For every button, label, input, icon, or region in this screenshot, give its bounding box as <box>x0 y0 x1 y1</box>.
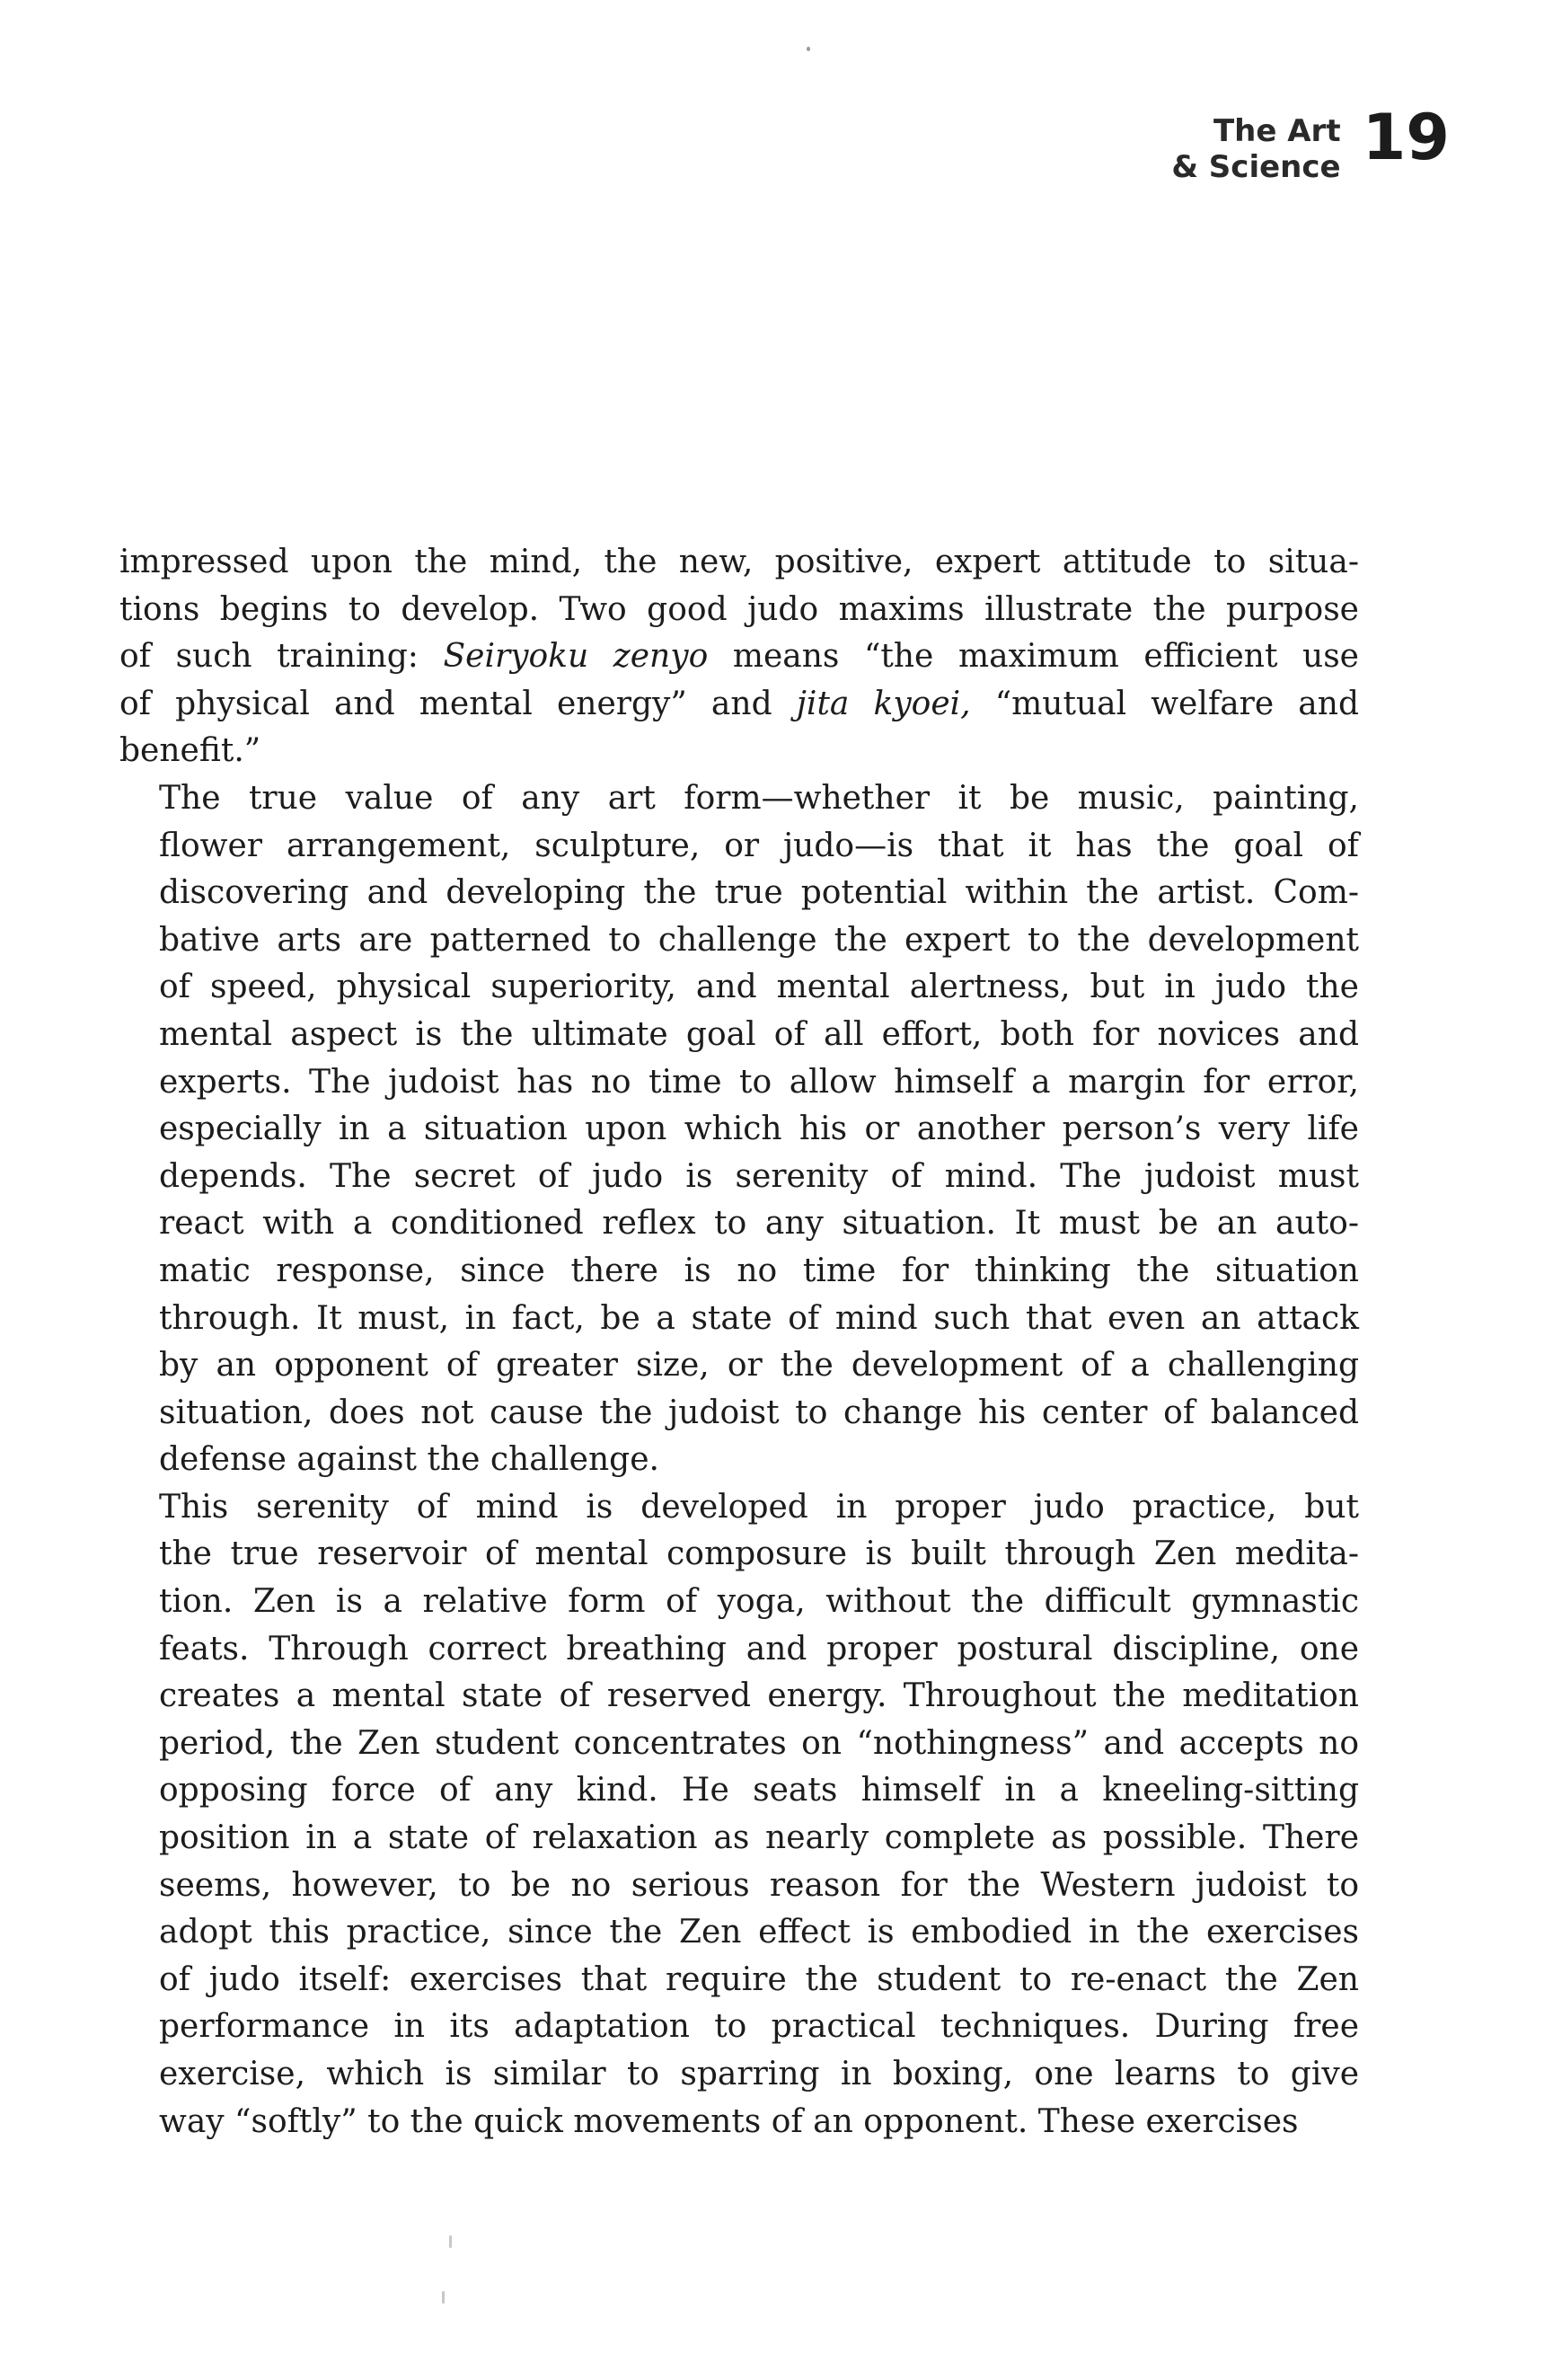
text-line: of judo itself: exercises that require the student to re-enact the Zen <box>159 1960 1359 1998</box>
body-text <box>119 539 1359 2146</box>
text-line: seems, however, to be no serious reason for the Western judoist to <box>159 1866 1359 1904</box>
text-line: mental aspect is the ultimate goal of all effort, both for novices and <box>159 1015 1359 1053</box>
text-line: tions begins to develop. Two good judo maxims illustrate the purpose <box>119 590 1359 628</box>
text-line: impressed upon the mind, the new, positive, expert attitude to situa- <box>119 544 1359 580</box>
text-line: opposing force of any kind. He seats himself in a kneeling-sitting <box>159 1772 1359 1809</box>
text-line: The true value of any art form—whether it be music, painting, <box>159 779 1359 817</box>
text-run: of such training: <box>119 638 444 676</box>
text-line: react with a conditioned reflex to any situation. It must be an auto- <box>159 1205 1359 1243</box>
text-line: situation, does not cause the judoist to change his center of balanced <box>159 1393 1359 1431</box>
text-line: experts. The judoist has no time to allow himself a margin for error, <box>159 1063 1359 1101</box>
paragraph-3 <box>119 1484 1359 2146</box>
paragraph-1 <box>119 539 1359 775</box>
text-line: adopt this practice, since the Zen effect is embodied in the exercises <box>159 1914 1359 1951</box>
text-line <box>119 681 1359 729</box>
paragraph-2 <box>119 775 1359 1484</box>
scan-speck <box>449 2235 452 2248</box>
text-line: performance in its adaptation to practical techniques. During free <box>159 2008 1359 2046</box>
text-line: exercise, which is similar to sparring in boxing, one learns to give <box>159 2056 1359 2092</box>
text-line: benefit.” <box>119 732 261 770</box>
text-line <box>119 633 1359 681</box>
text-line: through. It must, in fact, be a state of mind such that even an attack <box>159 1299 1359 1337</box>
text-run: “mutual welfare and <box>970 685 1360 722</box>
running-head-subtitle: & Science <box>1171 149 1341 185</box>
text-line: the true reservoir of mental composure is built through Zen medita- <box>159 1535 1359 1573</box>
text-run: of physical and mental energy” and <box>119 685 797 722</box>
running-head <box>1171 113 1340 185</box>
text-line: by an opponent of greater size, or the development of a challenging <box>159 1347 1359 1385</box>
running-head-title: The Art <box>1213 113 1341 149</box>
japanese-term: jita kyoei, <box>796 685 971 722</box>
text-line: discovering and developing the true potential within the artist. Com- <box>159 874 1359 912</box>
text-line: This serenity of mind is developed in proper judo practice, but <box>159 1488 1359 1526</box>
text-line: bative arts are patterned to challenge the expert to the development <box>159 921 1359 959</box>
scan-speck <box>442 2291 445 2304</box>
text-line: of speed, physical superiority, and mental alertness, but in judo the <box>159 969 1359 1006</box>
text-line: feats. Through correct breathing and proper postural discipline, one <box>159 1630 1359 1668</box>
text-line: depends. The secret of judo is serenity of mind. The judoist must <box>159 1157 1359 1195</box>
text-line: flower arrangement, sculpture, or judo—is that it has the goal of <box>159 827 1359 864</box>
text-line: tion. Zen is a relative form of yoga, without the difficult gymnastic <box>159 1583 1359 1621</box>
text-line: especially in a situation upon which his or another person’s very life <box>159 1110 1359 1148</box>
japanese-term: Seiryoku zenyo <box>443 638 709 676</box>
text-line: creates a mental state of reserved energy. Throughout the meditation <box>159 1677 1359 1715</box>
text-line: defense against the challenge. <box>159 1441 659 1479</box>
text-line: way “softly” to the quick movements of an opponent. These exercises <box>159 2102 1299 2140</box>
text-line: matic response, since there is no time for thinking the situation <box>159 1252 1359 1289</box>
page-header <box>1171 101 1450 185</box>
text-line: position in a state of relaxation as nearly complete as possible. There <box>159 1819 1359 1857</box>
scan-speck <box>807 47 810 51</box>
text-run: means “the maximum efficient use <box>708 638 1359 676</box>
text-line: period, the Zen student concentrates on “nothingness” and accepts no <box>159 1724 1359 1762</box>
page-number: 19 <box>1362 101 1450 174</box>
